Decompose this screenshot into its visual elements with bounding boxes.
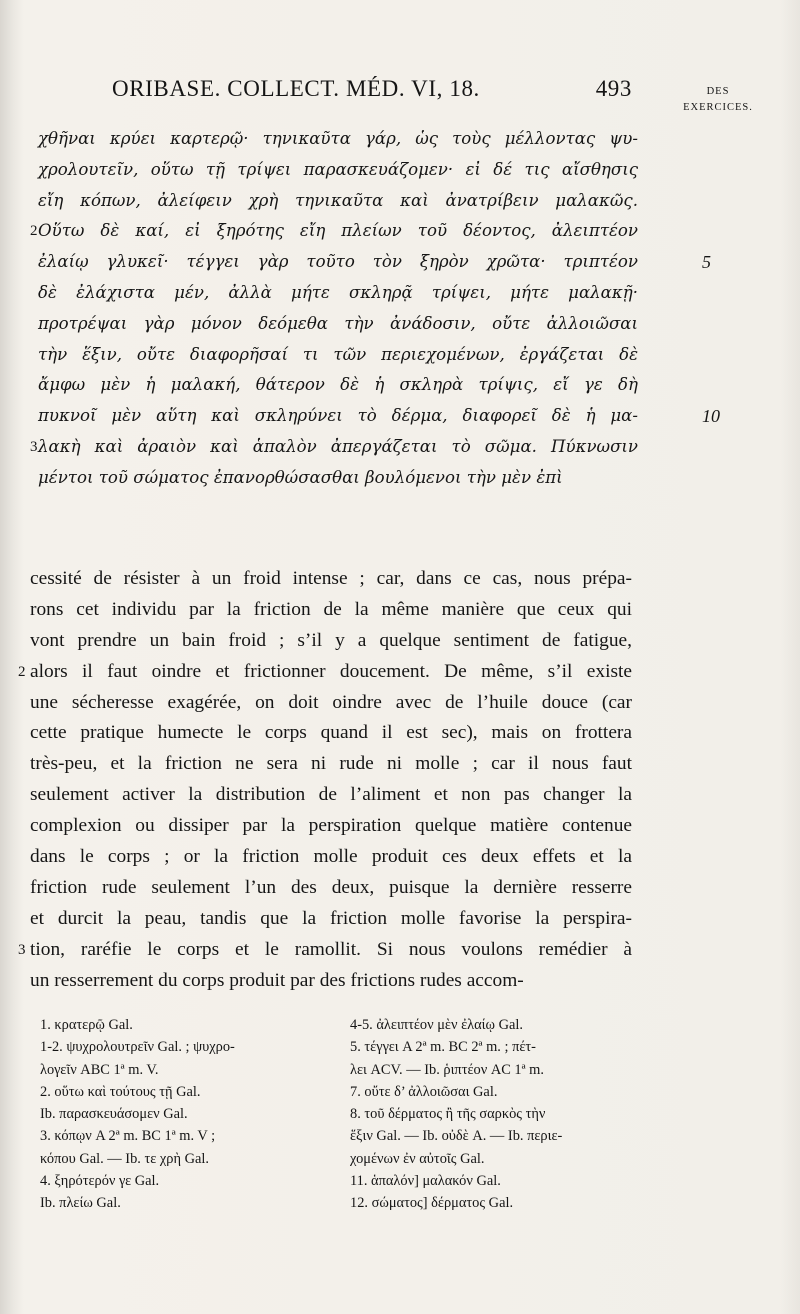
text-line: [38, 370, 638, 401]
text-line: [38, 155, 638, 186]
paragraph-number: 2: [18, 663, 26, 680]
footnote-line: χομένων ἐν αὐτοῖς Gal.: [350, 1150, 485, 1167]
line-text: friction rude seulement l’un des deux, puisque la dernière resserre: [30, 876, 632, 898]
footnotes-left-column: [40, 1014, 330, 1215]
line-text: ἐλαίῳ γλυκεῖ· τέγγει γὰρ τοῦτο τὸν ξηρὸν χρῶτα· τριπτέον: [38, 252, 638, 272]
line-text: προτρέψαι γὰρ μόνον δεόμεθα τὴν ἀνάδοσιν, οὔτε ἀλλοιῶσαι: [38, 313, 638, 333]
text-line: [30, 842, 632, 873]
text-line: [38, 247, 711, 278]
line-text: ἄμφω μὲν ἡ μαλακή, θάτερον δὲ ἡ σκληρὰ τρίψις, εἴ γε δὴ: [38, 375, 638, 395]
footnote-line: λογεῖν ABC 1ª m. V.: [40, 1061, 159, 1078]
footnote-line: 5. τέγγει A 2ª m. BC 2ª m. ; πέτ-: [350, 1039, 536, 1056]
line-text: λακὴ καὶ ἀραιὸν καὶ ἁπαλὸν ἀπεργάζεται τὸ σῶμα. Πύκνωσιν: [38, 436, 638, 456]
footnote-line: λει ACV. — Ib. ῥιπτέον AC 1ª m.: [350, 1061, 544, 1078]
footnote-line: Ib. παρασκευάσομεν Gal.: [40, 1106, 188, 1123]
text-line: [30, 718, 632, 749]
text-line: [38, 186, 638, 217]
text-line: [30, 688, 632, 719]
running-header: [112, 76, 632, 102]
line-text: alors il faut oindre et frictionner doucement. De même, s’il existe: [30, 660, 632, 682]
paragraph-number: 2: [30, 223, 38, 240]
text-line: [38, 124, 638, 155]
line-text: Οὕτω δὲ καί, εἰ ξηρότης εἴη πλείων τοῦ δέοντος, ἀλειπτέον: [38, 221, 638, 241]
header-title: ORIBASE. COLLECT. MÉD. VI, 18.: [112, 76, 480, 101]
page-number: 493: [595, 76, 632, 101]
line-text: πυκνοῖ μὲν αὕτη καὶ σκληρύνει τὸ δέρμα, διαφορεῖ δὲ ἡ μα-: [38, 406, 638, 426]
side-label-line: EXERCICES.: [683, 102, 753, 113]
line-text: μέντοι τοῦ σώματος ἐπανορθώσασθαι βουλόμενοι τὴν μὲν ἐπὶ: [38, 467, 563, 487]
line-text: complexion ou dissiper par la perspiration quelque matière contenue: [30, 815, 632, 837]
text-line: [18, 935, 632, 966]
text-line: [38, 278, 638, 309]
line-text: cessité de résister à un froid intense ; car, dans ce cas, nous prépa-: [30, 568, 632, 589]
text-line: [38, 463, 638, 494]
side-label-line: DES: [706, 86, 730, 97]
text-line: [30, 780, 632, 811]
line-text: δὲ ἐλάχιστα μέν, ἀλλὰ μήτε σκληρᾷ τρίψει, μήτε μαλακῇ·: [38, 282, 638, 302]
section-side-label: [676, 84, 760, 116]
text-line: [30, 626, 632, 657]
footnote-line: 11. ἁπαλόν] μαλακόν Gal.: [350, 1173, 501, 1190]
line-text: une sécheresse exagérée, on doit oindre avec de l’huile douce (car: [30, 691, 632, 713]
footnote-line: ἕξιν Gal. — Ib. οὐδὲ A. — Ib. περιε-: [350, 1128, 563, 1145]
line-text: rons cet individu par la friction de la même manière que ceux qui: [30, 598, 632, 620]
text-line: [30, 811, 632, 842]
footnote-line: 4-5. ἀλειπτέον μὲν ἐλαίῳ Gal.: [350, 1017, 523, 1033]
line-text: χρολουτεῖν, οὕτω τῇ τρίψει παρασκευάζομεν· εἰ δέ τις αἴσθησις: [38, 159, 638, 179]
paragraph-number: 3: [18, 941, 26, 958]
line-text: un resserrement du corps produit par des frictions rudes accom-: [30, 969, 524, 991]
text-line: [30, 595, 632, 626]
text-line: [30, 564, 632, 595]
line-text: très-peu, et la friction ne sera ni rude ni molle ; car il nous faut: [30, 753, 632, 775]
line-text: χθῆναι κρύει καρτερῷ· τηνικαῦτα γάρ, ὡς τοὺς μέλλοντας ψυ-: [38, 129, 638, 148]
paragraph-number: 3: [30, 438, 38, 455]
line-text: τὴν ἕξιν, οὔτε διαφορῆσαί τι τῶν περιεχομένων, ἐργάζεται δὲ: [38, 344, 638, 364]
text-line: [38, 401, 720, 432]
text-line: [30, 873, 632, 904]
french-translation-block: [18, 564, 632, 996]
footnote-line: 12. σώματος] δέρματος Gal.: [350, 1195, 514, 1212]
text-line: [18, 657, 632, 688]
line-text: dans le corps ; or la friction molle produit ces deux effets et la: [30, 846, 632, 868]
footnote-line: 3. κόπῳν A 2ª m. BC 1ª m. V ;: [40, 1128, 216, 1145]
line-text: vont prendre un bain froid ; s’il y a quelque sentiment de fatigue,: [30, 629, 632, 651]
footnotes-right-column: [350, 1014, 640, 1215]
line-number: 5: [702, 252, 711, 273]
text-line: [38, 340, 638, 371]
line-text: εἴη κόπων, ἀλείφειν χρὴ τηνικαῦτα καὶ ἀνατρίβειν μαλακῶς.: [38, 190, 638, 210]
line-text: cette pratique humecte le corps quand il est sec), mais on frottera: [30, 722, 632, 744]
text-line: [30, 432, 638, 463]
line-text: et durcit la peau, tandis que la friction molle favorise la perspira-: [30, 907, 632, 929]
footnote-line: 1. κρατερῷ Gal.: [40, 1017, 133, 1033]
text-line: [30, 749, 632, 780]
text-line: [30, 904, 632, 935]
line-number: 10: [702, 406, 720, 427]
line-text: tion, raréfie le corps et le ramollit. Si nous voulons remédier à: [30, 938, 632, 960]
footnotes: [40, 1014, 640, 1215]
text-line: [30, 216, 638, 247]
text-line: [30, 966, 632, 997]
footnote-line: 2. οὕτω καὶ τούτους τῇ Gal.: [40, 1083, 201, 1100]
greek-text-block: [30, 124, 720, 494]
footnote-line: Ib. πλείω Gal.: [40, 1195, 121, 1212]
footnote-line: 8. τοῦ δέρματος ἢ τῆς σαρκὸς τὴν: [350, 1106, 546, 1123]
footnote-line: κόπου Gal. — Ib. τε χρὴ Gal.: [40, 1150, 209, 1167]
footnote-line: 4. ξηρότερόν γε Gal.: [40, 1173, 160, 1190]
footnote-line: 7. οὔτε δ’ ἀλλοιῶσαι Gal.: [350, 1083, 498, 1100]
text-line: [38, 309, 638, 340]
line-text: seulement activer la distribution de l’aliment et non pas changer la: [30, 784, 632, 806]
footnote-line: 1-2. ψυχρολουτρεῖν Gal. ; ψυχρο-: [40, 1039, 235, 1056]
